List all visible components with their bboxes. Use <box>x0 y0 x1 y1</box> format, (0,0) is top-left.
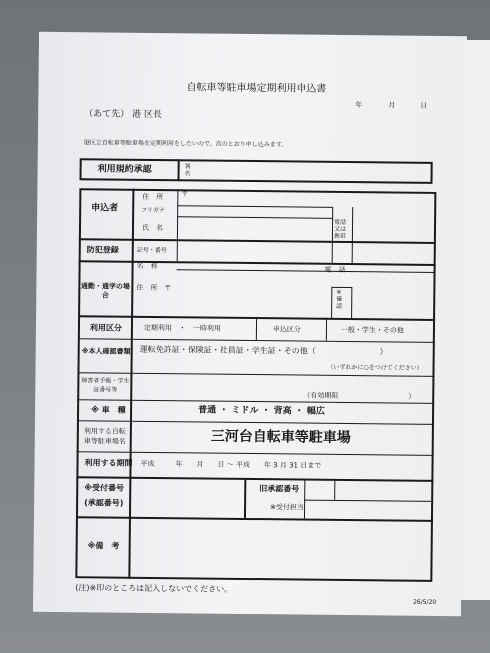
commute-address-label: 住 所 〒 <box>136 283 172 293</box>
crime-registration-label: 防犯登録 <box>86 245 119 255</box>
postal-mark: 〒 <box>181 190 189 199</box>
form-title: 自転車等駐車場定期利用申込書 <box>186 82 327 95</box>
disability-label: 障害者手帳・学生証番号等 <box>81 377 130 394</box>
date-year: 年 <box>355 101 363 110</box>
reception-number-label: ※受付番号 <box>84 483 125 493</box>
commute-phone-label: 電 話 <box>324 265 346 274</box>
phone-label: 電話又は携帯 <box>333 218 347 240</box>
period-value: 平成 年 月 日 ～ 平成 年 3 月 31 日まで <box>140 459 322 470</box>
reception-staff-label: ※受付担当 <box>270 503 304 512</box>
footer-note: (注)※印のところは記入しないでください。 <box>75 583 233 594</box>
id-docs-label: ※本人確認書類 <box>81 347 131 356</box>
address-label: 住 所 <box>142 192 164 202</box>
commute-name-label: 名 称 <box>136 261 158 271</box>
facility-name: 三河台自転車等駐車場 <box>210 428 351 447</box>
date-month: 月 <box>388 101 396 110</box>
furigana-label: フリガナ <box>141 206 165 215</box>
commute-label: 通勤・通学の場合 <box>80 282 130 300</box>
confirm-label: ※確認 <box>336 288 343 310</box>
category-options: 一般・学生・その他 <box>340 325 404 335</box>
form-code: 26/5/20 <box>413 598 437 606</box>
consent-label: 利用規約承認 <box>97 164 152 175</box>
disability-expiry: （有効期限 ） <box>303 391 416 401</box>
application-form-sheet <box>33 32 467 616</box>
date-day: 日 <box>420 101 428 110</box>
category-label: 申込区分 <box>272 325 301 334</box>
intro-text: 港区立自転車等駐車場を定期利用をしたいので、次のとおり申し込みます。 <box>83 139 288 149</box>
id-docs-note: （いずれかに○をつけてください） <box>327 363 423 372</box>
signature-label: 署名 <box>184 163 191 178</box>
crime-registration-sub: 記号・番号 <box>136 246 167 255</box>
approval-number-label: (承認番号) <box>84 498 124 508</box>
old-approval-label: 旧承認番号 <box>259 484 300 494</box>
id-docs-options: 運転免許証・保険証・社員証・学生証・その他（ ） <box>139 344 388 357</box>
remarks-label: ※備 考 <box>87 541 120 551</box>
vehicle-options: 普通 ・ ミドル ・ 背高 ・ 幅広 <box>198 405 325 417</box>
facility-label: 利用する自転車等駐車場名 <box>83 427 126 446</box>
addressee: （あて先） 港 区長 <box>84 109 162 121</box>
usage-label: 利用区分 <box>89 323 122 333</box>
vehicle-label: ※ 車 種 <box>91 405 126 415</box>
name-label: 氏 名 <box>141 223 164 233</box>
applicant-label: 申込者 <box>91 203 119 214</box>
usage-options: 定期利用 ・ 一時利用 <box>143 323 221 333</box>
period-label: 利用する期間 <box>84 458 133 468</box>
